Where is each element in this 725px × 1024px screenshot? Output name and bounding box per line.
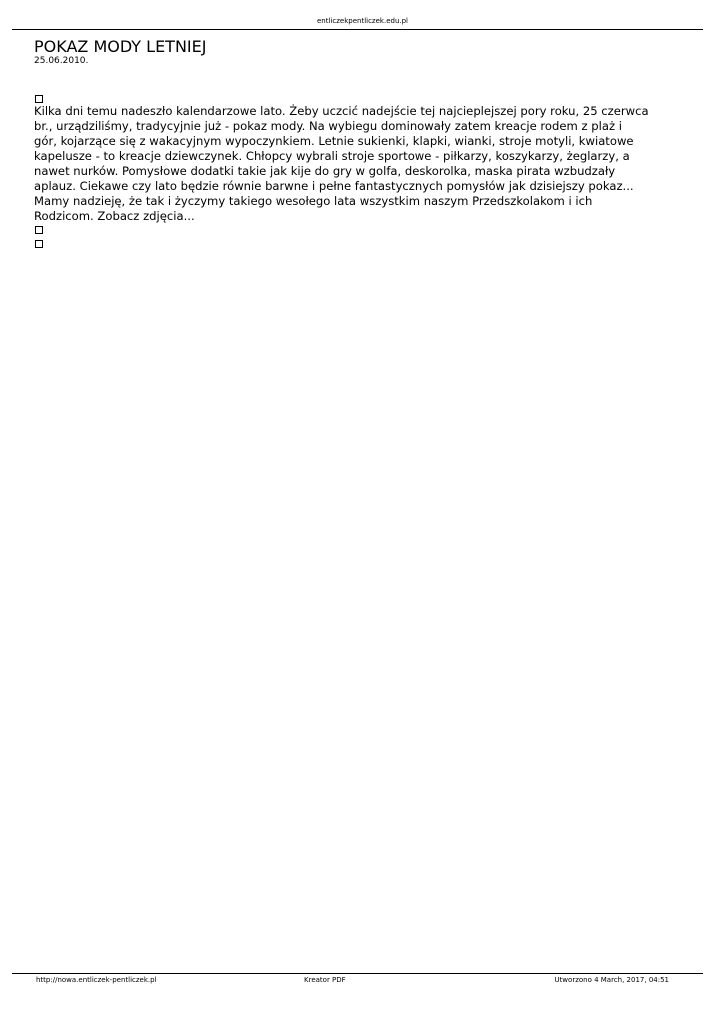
article-line: br., urządziliśmy, tradycyjnie już - pokaz mody. Na wybiegu dominowały zatem kreacje rodem z plaż i (34, 119, 622, 133)
footer-created-timestamp: Utworzono 4 March, 2017, 04:51 (554, 976, 669, 984)
footer-generator: Kreator PDF (304, 976, 346, 984)
article-date: 25.06.2010. (34, 56, 89, 66)
footer-divider (12, 973, 703, 974)
article-line: aplauz. Ciekawe czy lato będzie równie barwne i pełne fantastycznych pomysłów jak dzisiejszy pokaz... (34, 179, 634, 193)
missing-image-placeholder-icon (35, 226, 43, 234)
page-title: POKAZ MODY LETNIEJ (34, 37, 207, 56)
article-line: Kilka dni temu nadeszło kalendarzowe lato. Żeby uczcić nadejście tej najcieplejszej pory roku, 25 czerwca (34, 104, 649, 118)
missing-image-placeholder-icon (35, 240, 43, 248)
missing-image-placeholder-icon (35, 95, 43, 103)
article-line: gór, kojarzące się z wakacyjnym wypoczynkiem. Letnie sukienki, klapki, wianki, stroje motyli, kwiatowe (34, 134, 634, 148)
article-body (34, 104, 694, 224)
footer-url: http://nowa.entliczek-pentliczek.pl (36, 976, 157, 984)
article-line: kapelusze - to kreacje dziewczynek. Chłopcy wybrali stroje sportowe - piłkarzy, koszykarzy, żeglarzy, a (34, 149, 630, 163)
article-line: nawet nurków. Pomysłowe dodatki takie jak kije do gry w golfa, deskorolka, maska pirata wzbudzały (34, 164, 616, 178)
header-divider (12, 29, 703, 30)
header-site-url: entliczekpentliczek.edu.pl (317, 17, 408, 25)
article-line: Mamy nadzieję, że tak i życzymy takiego wesołego lata wszystkim naszym Przedszkolakom i ich (34, 194, 593, 208)
article-line: Rodzicom. Zobacz zdjęcia... (34, 209, 195, 223)
